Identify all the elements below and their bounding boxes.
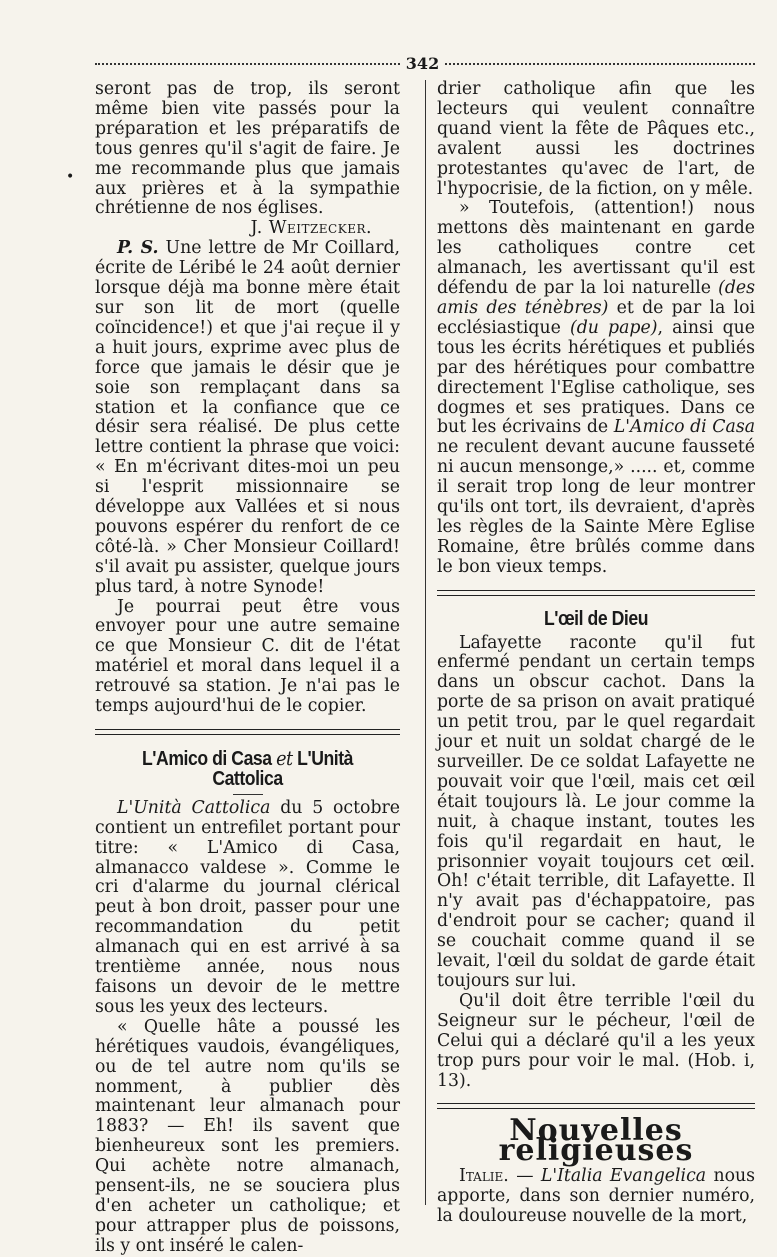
section-rule bbox=[437, 1103, 755, 1109]
paragraph: seront pas de trop, ils seront même bien vite passés pour la préparation et les préparatifs de tous genres qu'il s'agit de faire. Je me recommande plus que jamais aux prières et à la sympathie chrétienne de nos églises. bbox=[95, 79, 400, 219]
paragraph-text: » Toutefois, (attention!) nous mettons dès maintenant en garde les catholiques contre cet almanach, les avertissant qu'il est défendu de par la loi naturelle bbox=[437, 198, 755, 299]
title-dash bbox=[233, 794, 263, 795]
section-title bbox=[113, 746, 381, 790]
italic-title: L'Unità Cattolica bbox=[117, 797, 271, 818]
section-rule bbox=[95, 729, 400, 735]
right-column bbox=[437, 80, 755, 1227]
italic-text: L'Amico di Casa bbox=[613, 417, 755, 438]
section-rule bbox=[437, 590, 755, 596]
italic-text: (du pape) bbox=[569, 317, 658, 338]
page-header bbox=[95, 54, 755, 74]
section-title-part: et bbox=[276, 746, 293, 770]
ps-text: Une lettre de Mr Coillard, écrite de Léribé le 24 août dernier lorsque déjà ma bonne mère était sur son lit de mort (quelle coïncidence!) et que j'ai reçue il y a huit jours, exprime avec plus de force que jamais le désir que je soie son remplaçant dans sa station et la confiance que ce désir sera réalisé. De plus cette lettre contient la phrase que voici: « En m'écrivant dites-moi un peu si l'esprit missionnaire se développe aux Vallées et si nous pouvons espérer du renfort de ce côté-là. » Cher Monsieur Coillard! s'il avait pu assister, quelque jours plus tard, à notre Synode! bbox=[95, 238, 401, 597]
section-title-part: L'Unità Cattolica bbox=[212, 748, 353, 790]
column-divider bbox=[425, 80, 426, 1205]
header-ornament-right bbox=[445, 63, 755, 65]
margin-dot-icon: • bbox=[66, 169, 75, 185]
news-title: Nouvelles religieuses bbox=[498, 1113, 694, 1169]
paragraph: Lafayette raconte qu'il fut enfermé pendant un certain temps dans un obscur cachot. Dans la porte de sa prison on avait pratiqué un petit trou, par le quel regardait jour et nuit un soldat chargé de le surveiller. De ce soldat Lafayette ne pouvait voir que l'œil, mais cet œil était toujours là. Le jour comme la nuit, à chaque instant, toutes les fois qu'il regardait en haut, le prisonnier voyait toujours cet œil. Oh! c'était terrible, dit Lafayette. Il n'y avait pas d'échappatoire, pas d'endroit pour se cacher; quand il se couchait comme quand il se levait, l'œil du soldat de garde était toujours sur lui. bbox=[437, 632, 755, 991]
italic-text: (des amis des ténèbres) bbox=[437, 278, 755, 318]
paragraph-text: nous apporte, dans son dernier numéro, la douloureuse nouvelle de la mort, bbox=[437, 1166, 755, 1227]
paragraph: « Quelle hâte a poussé les hérétiques vaudois, évangéliques, ou de tel autre nom qu'ils se nomment, à publier dès maintenant leur almanach pour 1883? — Eh! ils savent que bienheureux sont les premiers. Qui achète notre almanach, pensent-ils, ne se souciera plus d'en acheter un catholique; et pour attrapper plus de poissons, ils y ont inséré le calen- bbox=[95, 1016, 400, 1256]
country-label: Italie. bbox=[459, 1166, 509, 1187]
left-column bbox=[95, 80, 400, 1257]
paragraph-text: ne reculent devant aucune fausseté ni aucun mensonge,» ..... et, comme il serait trop long de leur montrer qu'ils ont tort, ils devraient, d'après les règles de la Sainte Mère Eglise Romaine, être brûlés comme dans le bon vieux temps. bbox=[437, 437, 755, 577]
paragraph: drier catholique afin que les lecteurs qui veulent connaître quand vient la fête de Pâques etc., avalent aussi les doctrines protestantes qu'avec de l'art, de l'hypocrisie, de la fiction, on y mêle. bbox=[437, 79, 755, 199]
paragraph-text: , ainsi que tous les écrits hérétiques et publiés par des hérétiques pour combattre directement l'Eglise catholique, ses dogmes et ses pratiques. Dans ce but les écrivains de bbox=[437, 317, 755, 438]
paragraph: Je pourrai peut être vous envoyer pour une autre semaine ce que Monsieur C. dit de l'état matériel et moral dans lequel il a retrouvé sa station. Je n'ai pas le temps aujourd'hui de le copier. bbox=[95, 596, 400, 717]
paragraph bbox=[437, 1167, 755, 1227]
paragraph-text: et de par la loi ecclésiastique bbox=[437, 297, 756, 338]
section-title-part: L'Amico di Casa bbox=[141, 748, 277, 770]
postscript bbox=[95, 239, 400, 597]
section-title: L'œil de Dieu bbox=[543, 607, 649, 630]
signature: J. Weitzecker. bbox=[250, 218, 372, 239]
dash: — bbox=[508, 1166, 541, 1187]
page-number: 342 bbox=[405, 54, 440, 73]
header-ornament-left bbox=[95, 63, 400, 65]
italic-title: L'Italia Evangelica bbox=[540, 1166, 707, 1187]
ps-label: P. S. bbox=[117, 238, 159, 259]
paragraph bbox=[95, 799, 400, 1018]
paragraph bbox=[437, 199, 755, 577]
paragraph-text: du 5 octobre contient un entrefilet portant pour titre: « L'Amico di Casa, almanacco valdese ». Comme le cri d'alarme du journal clérical peut à bon droit, passer pour une recommandation du petit almanach qui en est arrivé à sa trentième année, nous nous faisons un devoir de le mettre sous les yeux des lecteurs. bbox=[95, 797, 400, 1017]
paragraph: Qu'il doit être terrible l'œil du Seigneur sur le pécheur, l'œil de Celui qui a déclaré qu'il a les yeux trop purs pour voir le mal. (Hob. i, 13). bbox=[437, 990, 755, 1091]
